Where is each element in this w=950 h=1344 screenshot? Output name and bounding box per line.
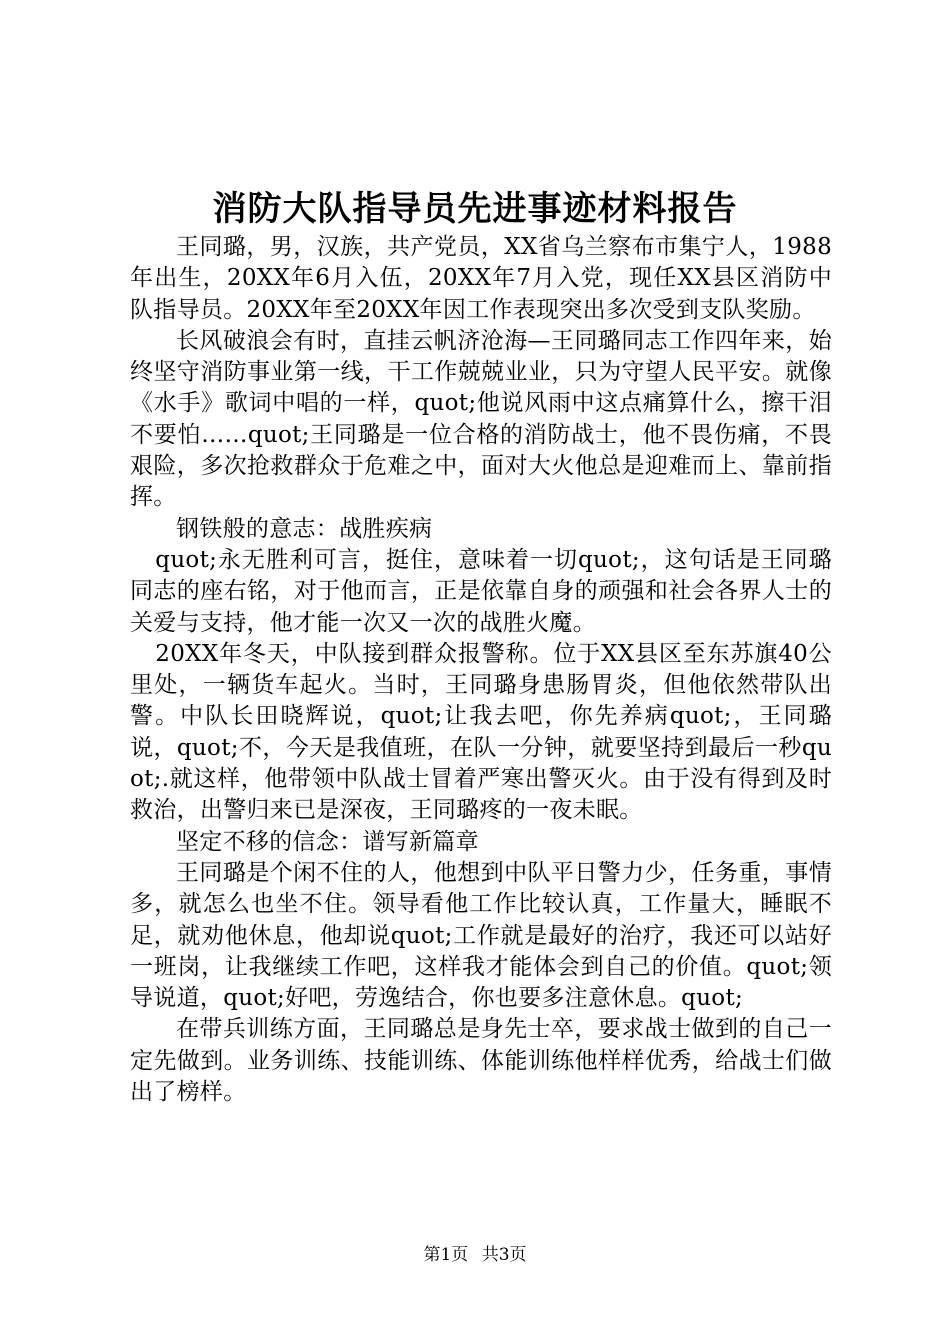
- paragraph-overview: 长风破浪会有时，直挂云帆济沧海—王同璐同志工作四年来，始终坚守消防事业第一线，干工作兢兢业业，只为守望人民平安。就像《水手》歌词中唱的一样，quot;他说风雨中这点痛算什么，擦干泪不要怕……quot;王同璐是一位合格的消防战士，他不畏伤痛，不畏艰险，多次抢救群众于危难之中，面对大火他总是迎难而上、靠前指挥。: [130, 327, 832, 511]
- paragraph-training: 在带兵训练方面，王同璐总是身先士卒，要求战士做到的自己一定先做到。业务训练、技能训练、体能训练他样样优秀，给战士们做出了榜样。: [130, 1016, 832, 1106]
- paragraph-winter-incident: 20XX年冬天，中队接到群众报警称。位于XX县区至东苏旗40公里处，一辆货车起火。当时，王同璐身患肠胃炎，但他依然带队出警。中队长田晓辉说，quot;让我去吧，你先养病quot;，王同璐说，quot;不，今天是我值班，在队一分钟，就要坚持到最后一秒quot;.就这样，他带领中队战士冒着严寒出警灭火。由于没有得到及时救治，出警归来已是深夜，王同璐疼的一夜未眠。: [130, 640, 832, 824]
- section-heading-belief: 坚定不移的信念：谱写新篇章: [176, 828, 479, 855]
- section-heading-willpower: 钢铁般的意志：战胜疾病: [176, 515, 433, 542]
- page-total: 共3页: [481, 1245, 527, 1265]
- page-number: 第1页: [423, 1245, 469, 1265]
- paragraph-dedication: 王同璐是个闲不住的人，他想到中队平日警力少，任务重，事情多，就怎么也坐不住。领导看他工作比较认真，工作量大，睡眠不足，就劝他休息，他却说quot;工作就是最好的治疗，我还可以站好一班岗，让我继续工作吧，这样我才能体会到自己的价值。quot;领导说道，quot;好吧，劳逸结合，你也要多注意休息。quot;: [130, 859, 832, 1012]
- page-footer: [0, 1243, 950, 1267]
- document-title: 消防大队指导员先进事迹材料报告: [212, 189, 738, 229]
- document-body: [130, 232, 832, 1108]
- paragraph-intro: 王同璐，男，汉族，共产党员，XX省乌兰察布市集宁人，1988年出生，20XX年6月入伍，20XX年7月入党，现任XX县区消防中队指导员。20XX年至20XX年因工作表现突出多次受到支队奖励。: [130, 234, 832, 323]
- paragraph-motto: quot;永无胜利可言，挺住，意味着一切quot;，这句话是王同璐同志的座右铭，对于他而言，正是依靠自身的顽强和社会各界人士的关爱与支持，他才能一次又一次的战胜火魔。: [130, 546, 832, 636]
